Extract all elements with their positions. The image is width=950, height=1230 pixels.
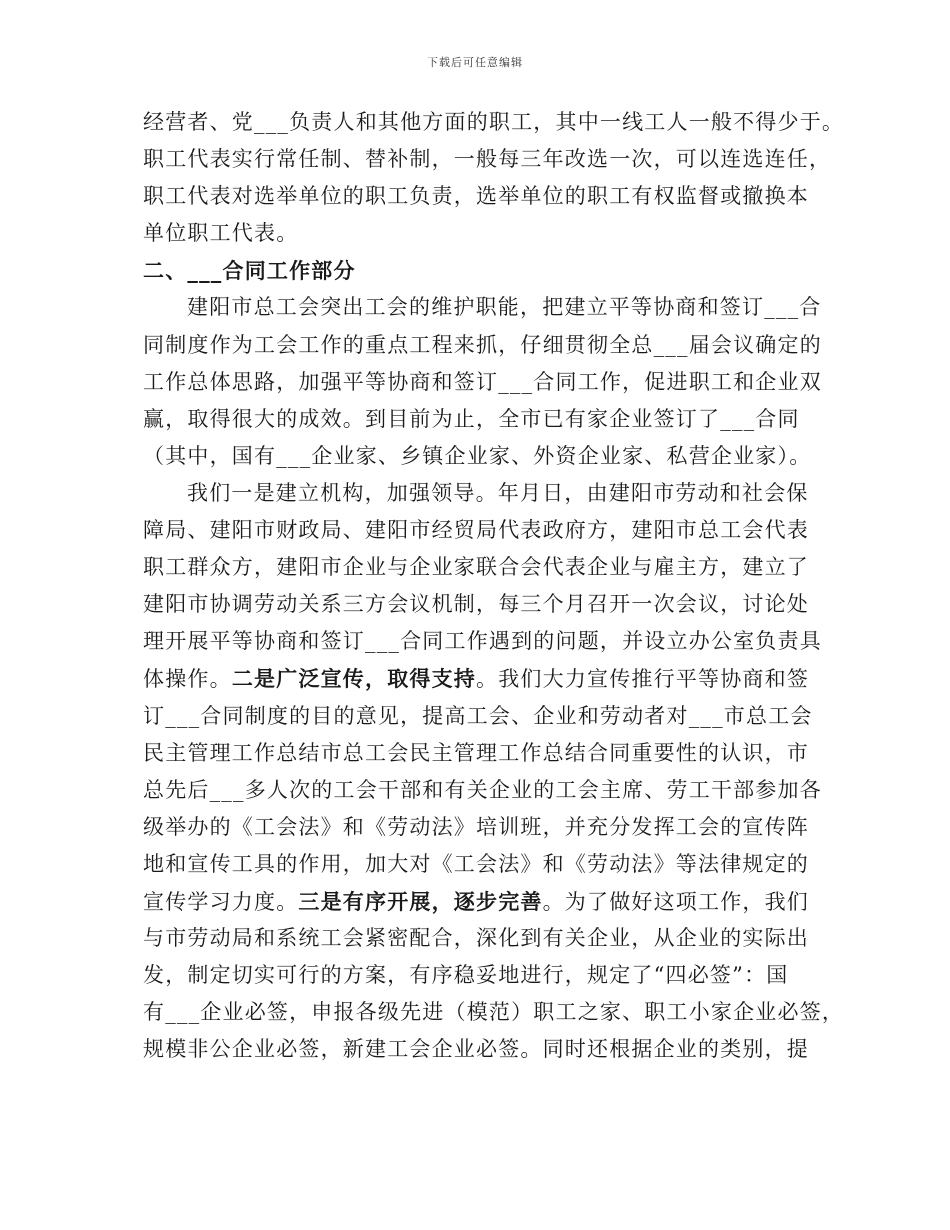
text-line: 单位职工代表。 xyxy=(143,221,299,246)
text-line: 总先后___多人次的工会干部和有关企业的工会主席、劳工干部参加各 xyxy=(143,777,822,802)
text-line: 发，制定切实可行的方案，有序稳妥地进行，规定了“四必签”：国 xyxy=(143,963,789,988)
text-line: 同制度作为工会工作的重点工程来抓，仔细贯彻全总___届会议确定的 xyxy=(143,332,822,357)
text-line: 职工群众方，建阳市企业与企业家联合会代表企业与雇主方，建立了 xyxy=(143,555,809,580)
text-line: 建阳市协调劳动关系三方会议机制，每三个月召开一次会议，讨论处 xyxy=(143,592,809,617)
text-line: 民主管理工作总结市总工会民主管理工作总结合同重要性的认识，市 xyxy=(143,740,809,765)
text-line: 赢，取得很大的成效。到目前为止，全市已有家企业签订了___合同 xyxy=(143,406,800,431)
document-body xyxy=(143,104,845,1068)
text-segment: 体操作。 xyxy=(143,667,232,692)
text-line xyxy=(143,883,815,920)
text-line: 职工代表对选举单位的职工负责，选举单位的职工有权监督或撤换本 xyxy=(143,184,809,209)
text-line: 我们一是建立机构，加强领导。年月日，由建阳市劳动和社会保 xyxy=(187,480,809,505)
text-line: 障局、建阳市财政局、建阳市经贸局代表政府方，建阳市总工会代表 xyxy=(143,518,809,543)
text-segment: 。我们大力宣传推行平等协商和签 xyxy=(476,667,810,692)
text-line: 与市劳动局和系统工会紧密配合，深化到有关企业，从企业的实际出 xyxy=(143,926,809,951)
text-line: 级举办的《工会法》和《劳动法》培训班，并充分发挥工会的宣传阵 xyxy=(143,814,809,839)
text-line: 建阳市总工会突出工会的维护职能，把建立平等协商和签订___合 xyxy=(187,295,822,320)
text-line: 职工代表实行常任制、替补制，一般每三年改选一次，可以连选连任， xyxy=(143,147,832,172)
text-segment: 。为了做好这项工作，我们 xyxy=(542,889,810,914)
text-line: 经营者、党___负责人和其他方面的职工，其中一线工人一般不得少于。 xyxy=(143,110,845,134)
text-line: （其中，国有___企业家、乡镇企业家、外资企业家、私营企业家）。 xyxy=(143,443,812,468)
text-line: 理开展平等协商和签订___合同工作遇到的问题，并设立办公室负责具 xyxy=(143,629,822,654)
text-line: 工作总体思路，加强平等协商和签订___合同工作，促进职工和企业双 xyxy=(143,369,822,394)
section-heading: 二、___合同工作部分 xyxy=(143,258,356,284)
text-segment: 宣传学习力度。 xyxy=(143,889,299,914)
bold-emphasis: 二是广泛宣传，取得支持 xyxy=(231,666,477,692)
page-header-note: 下载后可任意编辑 xyxy=(427,56,523,69)
text-line: 有___企业必签，申报各级先进（模范）职工之家、职工小家企业必签， xyxy=(143,1000,845,1025)
text-line xyxy=(143,660,815,697)
text-line: 地和宣传工具的作用，加大对《工会法》和《劳动法》等法律规定的 xyxy=(143,851,809,876)
text-line: 规模非公企业必签，新建工会企业必签。同时还根据企业的类别，提 xyxy=(143,1037,809,1062)
bold-emphasis: 三是有序开展，逐步完善 xyxy=(298,888,543,914)
text-line: 订___合同制度的目的意见，提高工会、企业和劳动者对___市总工会 xyxy=(143,703,813,728)
